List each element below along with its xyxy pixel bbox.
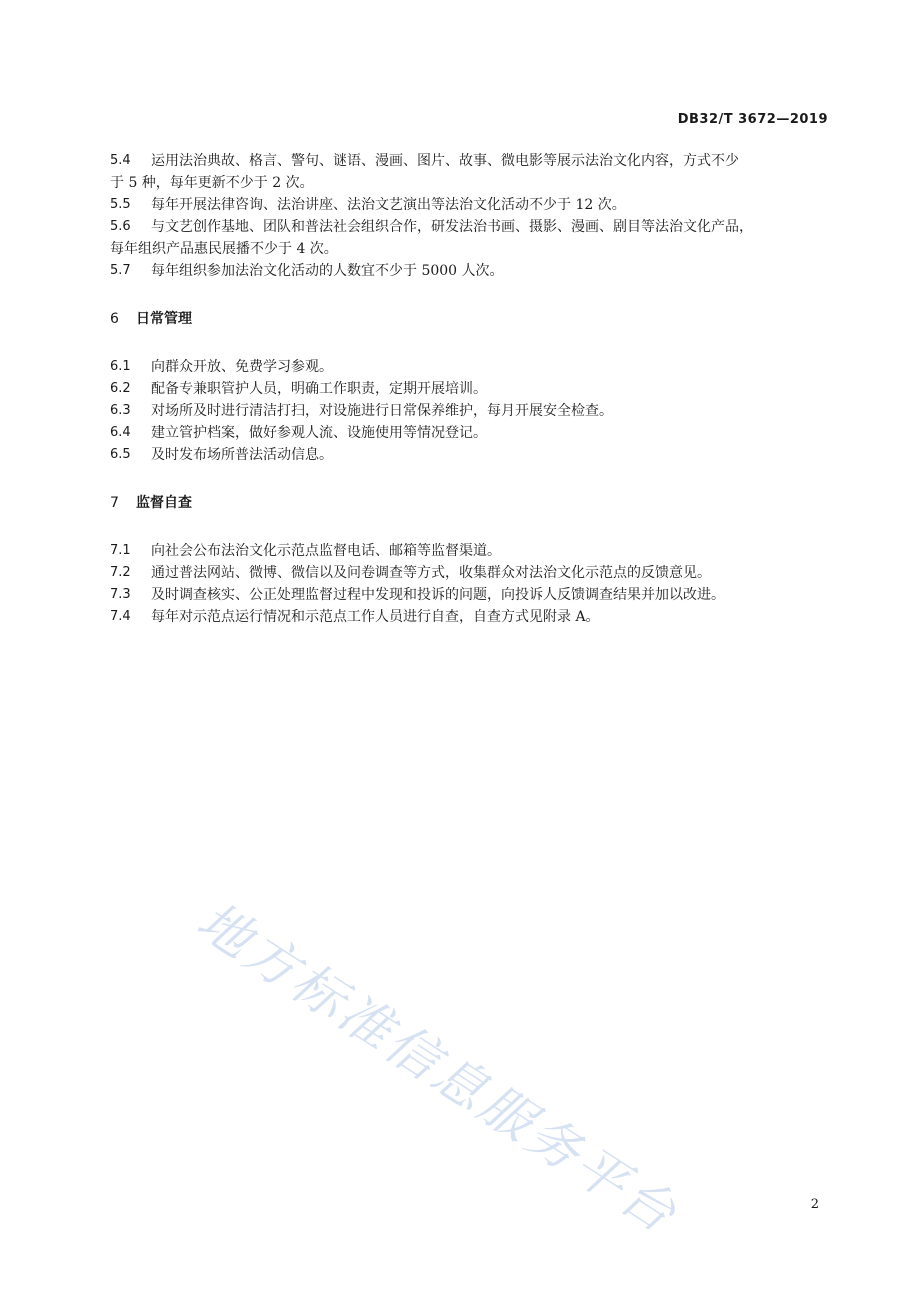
clause-number: 6.1 [110,359,131,374]
section-number: 6 [110,311,119,327]
clause-text: 及时发布场所普法活动信息。 [151,447,333,463]
clause-number: 5.5 [110,197,131,212]
clause-text: 运用法治典故、格言、警句、谜语、漫画、图片、故事、微电影等展示法治文化内容，方式不少 [151,153,739,169]
section-title: 监督自查 [136,495,192,511]
clause-text: 配备专兼职管护人员，明确工作职责，定期开展培训。 [151,381,487,397]
clause-5-5 [110,194,832,216]
clause-number: 7.1 [110,543,131,558]
clause-number: 7.3 [110,587,131,602]
clause-text: 对场所及时进行清洁打扫，对设施进行日常保养维护，每月开展安全检查。 [151,403,613,419]
section-number: 7 [110,495,119,511]
section-heading-6 [110,308,832,330]
clause-6-1 [110,356,832,378]
clause-number: 6.5 [110,447,131,462]
clause-6-5 [110,444,832,466]
clause-number: 5.7 [110,263,131,278]
clause-number: 7.4 [110,609,131,624]
clause-text-continued: 于 5 种，每年更新不少于 2 次。 [110,175,314,191]
clause-7-2 [110,562,832,584]
page-number: 2 [810,1197,819,1212]
watermark: 地方标准信息服务平台 [186,890,689,1247]
clause-5-4 [110,150,832,194]
clause-6-2 [110,378,832,400]
clause-5-7 [110,260,832,282]
clause-text: 每年开展法律咨询、法治讲座、法治文艺演出等法治文化活动不少于 12 次。 [151,197,626,213]
clause-text: 与文艺创作基地、团队和普法社会组织合作，研发法治书画、摄影、漫画、剧目等法治文化产品， [151,219,753,235]
clause-text: 向社会公布法治文化示范点监督电话、邮箱等监督渠道。 [151,543,501,559]
clause-6-4 [110,422,832,444]
clause-text: 每年组织参加法治文化活动的人数宜不少于 5000 人次。 [151,263,504,279]
clause-text: 每年对示范点运行情况和示范点工作人员进行自查，自查方式见附录 A。 [151,609,600,625]
clause-number: 5.6 [110,219,131,234]
clause-7-3 [110,584,832,606]
clause-number: 6.3 [110,403,131,418]
clause-text: 向群众开放、免费学习参观。 [151,359,333,375]
clause-number: 5.4 [110,153,131,168]
clause-text-continued: 每年组织产品惠民展播不少于 4 次。 [110,241,338,257]
section-title: 日常管理 [136,311,192,327]
clause-number: 6.2 [110,381,131,396]
clause-number: 7.2 [110,565,131,580]
clause-7-1 [110,540,832,562]
document-body [110,150,832,628]
clause-7-4 [110,606,832,628]
section-heading-7 [110,492,832,514]
clause-text: 建立管护档案，做好参观人流、设施使用等情况登记。 [151,425,487,441]
document-code: DB32/T 3672—2019 [677,112,828,127]
clause-number: 6.4 [110,425,131,440]
clause-text: 及时调查核实、公正处理监督过程中发现和投诉的问题，向投诉人反馈调查结果并加以改进。 [151,587,725,603]
clause-5-6 [110,216,832,260]
clause-text: 通过普法网站、微博、微信以及问卷调查等方式，收集群众对法治文化示范点的反馈意见。 [151,565,711,581]
clause-6-3 [110,400,832,422]
